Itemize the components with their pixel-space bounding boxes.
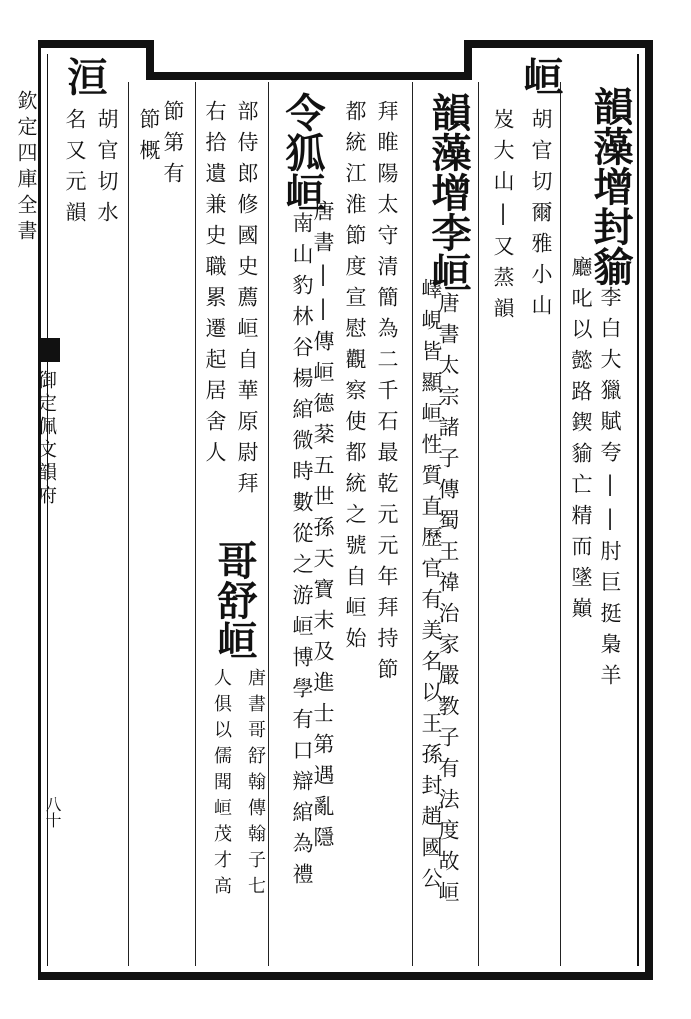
column-rule: [412, 82, 413, 966]
entry-column: [138, 108, 159, 170]
entry-text: 南山豹林谷楊綰微時數從之游峘博學有口辯綰為禮: [290, 212, 314, 894]
frame-border-left: [38, 40, 41, 980]
frame-border-top-left: [38, 40, 150, 48]
frame-inner-left: [47, 54, 48, 966]
entry-column: [570, 256, 591, 628]
column-rule: [268, 82, 269, 966]
entry-head: 韻藻增封貐: [587, 86, 634, 286]
entry-column: [61, 56, 108, 96]
entry-text: 人俱以儒聞峘茂才高: [211, 668, 232, 902]
entry-text: 廳叱以懿路鍥貐亡精而墜巔: [569, 256, 593, 628]
frame-border-top-middle: [150, 72, 468, 80]
column-rule: [128, 82, 129, 966]
entry-column: [212, 668, 230, 902]
entry-text: 岌大山|又蒸韻: [491, 108, 515, 328]
entry-head: 韻藻增李峘: [425, 92, 472, 292]
entry-column: [344, 100, 365, 658]
entry-head: 洹: [61, 56, 108, 96]
entry-text: 都統江淮節度宣慰觀察使都統之號自峘始: [343, 100, 367, 658]
entry-text: 拜睢陽太守清簡為二千石最乾元元年拜持節: [375, 100, 399, 689]
book-title: 御定佩文韻府: [35, 370, 57, 508]
entry-text: 嶧峴皆顯峘性質直歷官有美名以王孫封趙國公: [419, 278, 443, 898]
entry-column: [420, 278, 441, 898]
fishtail-mark: [38, 338, 60, 362]
entry-text: 名又元韻: [63, 108, 87, 232]
entry-text: 節第有: [161, 100, 185, 193]
entry-text: 節概: [137, 108, 161, 170]
entry-column: [236, 100, 257, 503]
entry-text: 唐書哥舒翰傳翰子七: [245, 668, 266, 902]
series-title: 欽定四庫全書: [14, 90, 38, 246]
entry-head: 令狐峘: [279, 92, 326, 212]
entry-column: [204, 100, 225, 472]
entry-column: [96, 108, 117, 232]
entry-text: 李白大獵賦夸||肘巨挺梟羊: [598, 286, 622, 695]
entry-column: [492, 108, 513, 328]
entry-column: [517, 56, 564, 96]
entry-text: 部侍郎修國史薦峘自華原尉拜: [235, 100, 259, 503]
entry-column: [246, 668, 264, 902]
entry-text: 唐書太宗諸子傳蜀王禕治家嚴教子有法度故峘: [436, 292, 460, 912]
entry-column: [64, 108, 85, 232]
entry-text: 右拾遺兼史職累遷起居舍人: [203, 100, 227, 472]
entry-text: 胡官切水: [95, 108, 119, 232]
frame-border-right: [645, 40, 653, 980]
frame-inner-right: [637, 54, 639, 966]
entry-head: 峘: [517, 56, 564, 96]
entry-column: [211, 540, 258, 660]
entry-head: 哥舒峘: [211, 540, 258, 660]
entry-text: 胡官切爾雅小山: [529, 108, 553, 325]
entry-column: [530, 108, 551, 325]
column-rule: [478, 82, 479, 966]
entry-text: 唐書||傳峘德棻五世孫天寶末及進士第遇亂隱: [311, 200, 335, 857]
frame-border-top-right: [468, 40, 653, 48]
entry-column: [162, 100, 183, 193]
entry-column: [312, 200, 333, 857]
entry-column: [587, 86, 634, 695]
column-rule: [560, 82, 561, 966]
column-rule: [195, 82, 196, 966]
frame-border-bottom: [38, 972, 653, 980]
page-number: 八十: [43, 796, 62, 828]
entry-column: [376, 100, 397, 689]
